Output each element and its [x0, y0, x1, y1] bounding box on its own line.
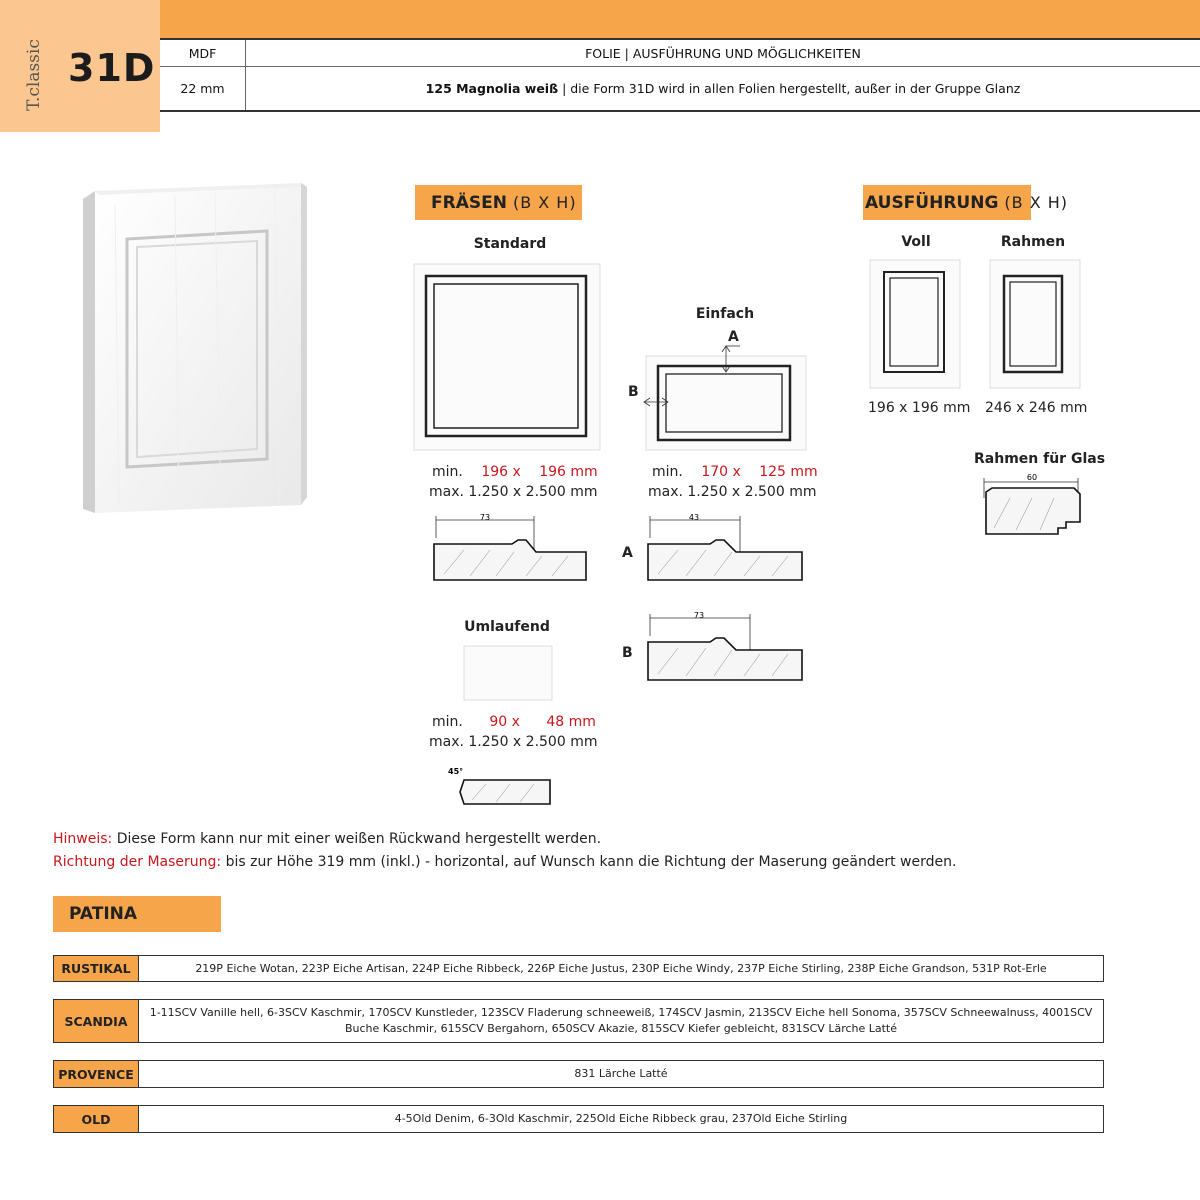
einfach-max: max. 1.250 x 2.500 mm	[648, 484, 817, 500]
thickness-value: 22 mm	[180, 81, 225, 96]
profile-b-diagram	[644, 610, 808, 684]
patina-row-provence	[53, 1060, 1104, 1088]
patina-row-text: 1-11SCV Vanille hell, 6-3SCV Kaschmir, 170SCV Kunstleder, 123SCV Fladerung schneeweiß, 174SCV Jasmin, 213SCV Eiche hell Sonoma, 357SCV Schneewalnuss, 4001SCV Buche Kaschmir, 615SCV Bergahorn, 650SCV Akazie, 815SCV Kiefer gebleicht, 831SCV Lärche Latté	[149, 1006, 1093, 1035]
rahmen-door-diagram	[986, 256, 1086, 392]
glass-frame-dim: 60	[1026, 473, 1038, 482]
milling-title: FRÄSEN	[431, 192, 507, 213]
patina-row-name: PROVENCE	[54, 1061, 139, 1087]
einfach-min-label: min.	[652, 464, 683, 480]
patina-row-scandia	[53, 999, 1104, 1043]
header-table	[160, 38, 1200, 112]
model-number: 31D	[68, 46, 156, 90]
profile-b-dim: 73	[693, 611, 705, 620]
foil-description	[246, 67, 1200, 110]
standard-min	[432, 464, 598, 480]
einfach-min-h: 125 mm	[759, 464, 818, 480]
patina-row-text: 4-5Old Denim, 6-3Old Kaschmir, 225Old Eiche Ribbeck grau, 237Old Eiche Stirling	[394, 1112, 848, 1125]
foil-note: | die Form 31D wird in allen Folien hergestellt, außer in der Gruppe Glanz	[558, 81, 1021, 96]
einfach-min	[652, 464, 818, 480]
grain-label: Richtung der Maserung:	[53, 854, 222, 870]
standard-min-h: 196 mm	[539, 464, 598, 480]
grain-note	[53, 854, 956, 870]
profile-a-diagram	[644, 512, 808, 584]
umlaufend-min	[432, 714, 596, 730]
brand-name: T.classic	[24, 39, 44, 111]
profile-a-label: A	[622, 545, 633, 561]
voll-door-diagram	[866, 256, 966, 392]
umlaufend-profile-diagram	[446, 764, 556, 808]
patina-title: PATINA	[69, 904, 138, 924]
umlaufend-min-w: 90 x	[489, 714, 520, 730]
door-photo	[75, 175, 315, 520]
umlaufend-min-h: 48 mm	[546, 714, 596, 730]
umlaufend-angle: 45°	[448, 767, 464, 776]
col-foil-header: FOLIE | AUSFÜHRUNG UND MÖGLICHKEITEN	[585, 45, 861, 61]
patina-row-name: OLD	[54, 1106, 139, 1132]
einfach-label: Einfach	[695, 306, 755, 322]
patina-badge	[53, 896, 221, 932]
grain-text: bis zur Höhe 319 mm (inkl.) - horizontal, auf Wunsch kann die Richtung der Maserung geändert werden.	[221, 854, 957, 870]
foil-name: 125 Magnolia weiß	[425, 81, 559, 96]
umlaufend-door-diagram	[460, 642, 556, 704]
umlaufend-max: max. 1.250 x 2.500 mm	[429, 734, 598, 750]
einfach-marker-a: A	[728, 329, 739, 345]
standard-door-diagram	[410, 260, 606, 456]
glass-frame-label: Rahmen für Glas	[974, 451, 1106, 467]
execution-title: AUSFÜHRUNG	[865, 192, 999, 213]
patina-row-text: 831 Lärche Latté	[574, 1067, 668, 1080]
voll-dims: 196 x 196 mm	[868, 400, 971, 416]
hint-note	[53, 831, 601, 847]
einfach-min-w: 170 x	[701, 464, 741, 480]
execution-badge	[863, 185, 1069, 220]
execution-title-suffix: (B X H)	[1004, 193, 1069, 212]
patina-row-name: SCANDIA	[54, 1000, 139, 1042]
patina-row-name: RUSTIKAL	[54, 956, 139, 981]
voll-label: Voll	[901, 234, 931, 250]
standard-label: Standard	[473, 236, 547, 252]
rahmen-dims: 246 x 246 mm	[985, 400, 1088, 416]
hint-label: Hinweis:	[53, 831, 113, 847]
profile-a-dim: 43	[688, 513, 700, 522]
standard-profile-dim: 73	[479, 513, 491, 522]
milling-title-suffix: (B X H)	[512, 193, 577, 212]
profile-b-label: B	[622, 645, 633, 661]
glass-frame-profile-diagram	[982, 470, 1086, 538]
patina-row-old	[53, 1105, 1104, 1133]
standard-max: max. 1.250 x 2.500 mm	[429, 484, 598, 500]
header-band	[160, 0, 1200, 38]
standard-min-w: 196 x	[481, 464, 521, 480]
rahmen-label: Rahmen	[1000, 234, 1066, 250]
standard-profile-diagram	[430, 512, 590, 584]
umlaufend-label: Umlaufend	[464, 619, 550, 635]
hint-text: Diese Form kann nur mit einer weißen Rückwand hergestellt werden.	[112, 831, 602, 847]
milling-badge	[415, 185, 582, 220]
einfach-door-diagram	[640, 342, 810, 454]
einfach-marker-b: B	[628, 384, 639, 400]
umlaufend-min-label: min.	[432, 714, 463, 730]
patina-row-text: 219P Eiche Wotan, 223P Eiche Artisan, 224P Eiche Ribbeck, 226P Eiche Justus, 230P Eiche Windy, 237P Eiche Stirling, 238P Eiche Grandson, 531P Rot-Erle	[195, 961, 1047, 975]
standard-min-label: min.	[432, 464, 463, 480]
col-mdf-header: MDF	[188, 45, 217, 61]
patina-row-rustikal	[53, 955, 1104, 982]
brand-logo	[14, 40, 54, 110]
